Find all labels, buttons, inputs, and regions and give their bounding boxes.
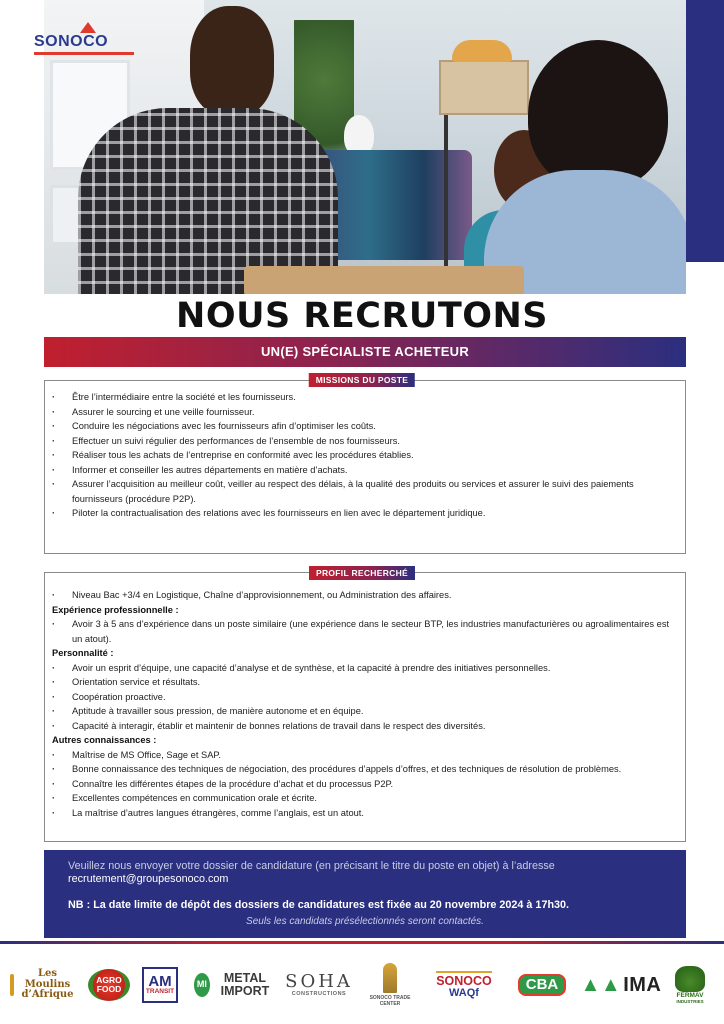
missions-list [52, 390, 680, 521]
hero-hat [452, 40, 512, 62]
metal-import-text: METAL IMPORT [220, 970, 270, 998]
experience-heading: Expérience professionnelle : [52, 604, 179, 615]
list-item: · Niveau Bac +3/4 en Logistique, Chaîne d’approvisionnement, ou Administration des affaires. [52, 588, 680, 603]
cow-icon [675, 966, 705, 992]
personnalite-heading: Personnalité : [52, 648, 114, 658]
list-item: · Capacité à interagir, établir et maintenir de bonnes relations de travail dans le respect des diversités. [52, 719, 680, 734]
page-title: NOUS RECRUTONS [176, 296, 548, 336]
wheat-icon [10, 974, 14, 996]
contact-panel [44, 850, 686, 938]
logo-am-transit [140, 962, 180, 1008]
logo-sonoco-waqf [428, 962, 500, 1008]
fermav-industries-text: INDUSTRIES [676, 998, 704, 1004]
mima-text: IMA [623, 973, 662, 996]
logo-moulins-dafrique [10, 962, 78, 1008]
profil-list [52, 588, 680, 820]
am-transit-frame [142, 967, 178, 1003]
agro-food-text: AGRO FOOD [96, 975, 122, 994]
agro-food-badge-icon [88, 969, 130, 1001]
hero-shelf [439, 60, 529, 115]
logo-soha [285, 962, 353, 1008]
application-instructions: Veuillez nous envoyer votre dossier de candidature (en précisant le titre du poste en objet) à l’adresse [68, 860, 555, 872]
hero-photo [44, 0, 686, 294]
selection-note: Seuls les candidats présélectionnés seront contactés. [246, 916, 484, 927]
logo-sonoco-trade-center [360, 962, 420, 1008]
list-item: · Piloter la contractualisation des relations avec les fournisseurs en lien avec le département juridique. [52, 506, 680, 521]
cba-text: CBA [518, 974, 567, 996]
waqf-sonoco-text: SONOCO [436, 971, 492, 988]
list-item: · Avoir 3 à 5 ans d’expérience dans un poste similaire (une expérience dans le secteur BTP, les industries manufacturières ou agroalimentaires est un atout). [52, 617, 680, 646]
mima-m-icon: ▲▲ [580, 973, 622, 996]
logo-cba [510, 962, 574, 1008]
list-item: · Bonne connaissance des techniques de négociation, des procédures d’appels d’offres, et des techniques de résolution de problèmes. [52, 762, 680, 777]
waqf-text: WAQf [449, 986, 479, 999]
logo-triangle-icon [80, 22, 96, 33]
footer-divider [0, 941, 724, 944]
logo-agro-food [86, 962, 132, 1008]
list-item: · Réaliser tous les achats de l’entreprise en conformité avec les procédures établies. [52, 448, 680, 463]
metal-import-mi-icon: MI [194, 973, 210, 997]
job-title-band: UN(E) SPÉCIALISTE ACHETEUR [44, 337, 686, 367]
list-item: · Effectuer un suivi régulier des performances de l’ensemble de nos fournisseurs. [52, 434, 680, 449]
partner-logos [0, 962, 724, 1014]
list-item: · Maîtrise de MS Office, Sage et SAP. [52, 748, 680, 763]
logo-fermav [664, 962, 716, 1008]
transit-text: TRANSIT [145, 988, 175, 996]
list-item: · Avoir un esprit d’équipe, une capacité d’analyse et de synthèse, et la capacité à prendre des initiatives personnelles. [52, 661, 680, 676]
soha-constructions-text: CONSTRUCTIONS [291, 990, 347, 997]
hero-package [244, 266, 524, 294]
list-item: · Coopération proactive. [52, 690, 680, 705]
logo-underline [34, 52, 134, 55]
logo-text: SONOCO [34, 33, 109, 50]
list-item: · Orientation service et résultats. [52, 675, 680, 690]
list-item: · Excellentes compétences en communication orale et écrite. [52, 791, 680, 806]
connaissances-heading: Autres connaissances : [52, 735, 157, 745]
missions-label: MISSIONS DU POSTE [309, 373, 415, 387]
list-item: · Conduire les négociations avec les fournisseurs afin d’optimiser les coûts. [52, 419, 680, 434]
list-item: · Aptitude à travailler sous pression, de manière autonome et en équipe. [52, 704, 680, 719]
list-item: · Être l’intermédiaire entre la société et les fournisseurs. [52, 390, 680, 405]
am-text: AM [148, 972, 172, 990]
list-item: · Informer et conseiller les autres départements en matière d’achats. [52, 463, 680, 478]
logo-mima [582, 962, 660, 1008]
deadline-text: NB : La date limite de dépôt des dossiers de candidatures est fixée au 20 novembre 2024 à 17h30. [68, 899, 570, 911]
list-item: · Assurer l’acquisition au meilleur coût, veiller au respect des délais, à la qualité des produits ou services et assurer le suivi des paiements fournisseurs (procédure P2P). [52, 477, 680, 506]
list-item: · Assurer le sourcing et une veille fournisseur. [52, 405, 680, 420]
soha-text: SOHA [285, 970, 353, 992]
profil-label: PROFIL RECHERCHÉ [309, 566, 415, 580]
hero-woman-hair [528, 40, 668, 190]
trade-center-text: SONOCO TRADE CENTER [369, 995, 411, 1007]
side-accent-bar [686, 0, 724, 262]
moulins-text: Les Moulins d’Afrique [21, 968, 74, 1001]
hero-mannequin [344, 115, 374, 155]
tower-icon [383, 963, 397, 993]
logo-metal-import [194, 962, 276, 1008]
hero-man-head [190, 6, 274, 116]
sonoco-logo [34, 22, 138, 52]
fermav-text: FERMAV [676, 991, 704, 999]
list-item: · La maîtrise d’autres langues étrangères, comme l’anglais, est un atout. [52, 806, 680, 821]
list-item: · Connaître les différentes étapes de la procédure d’achat et du processus P2P. [52, 777, 680, 792]
contact-email-link[interactable]: recrutement@groupesonoco.com [68, 873, 229, 885]
